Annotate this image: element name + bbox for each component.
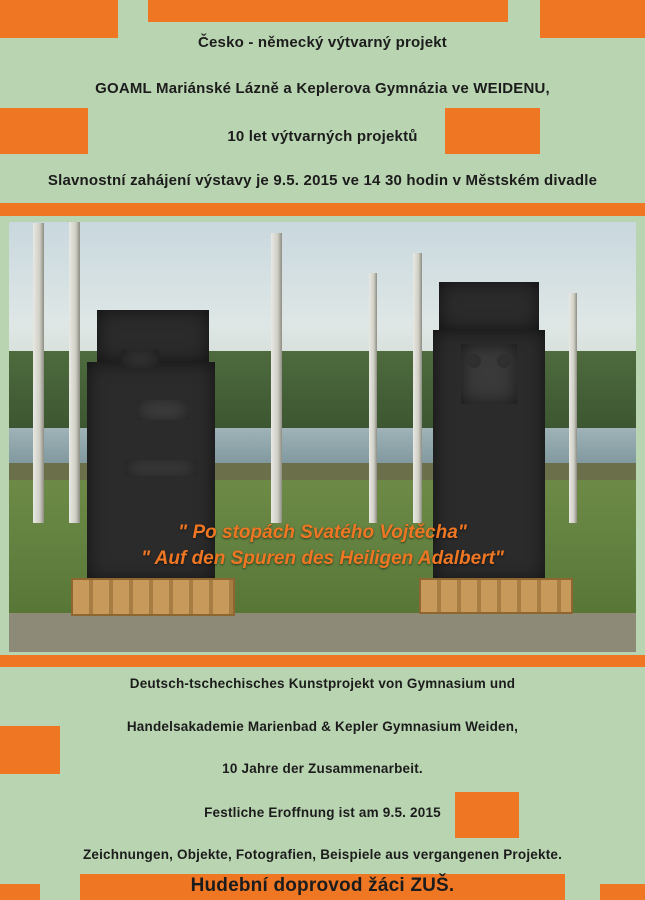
decorative-block-top-middle [148, 0, 508, 22]
decorative-block-top-right [540, 0, 645, 38]
photo-caption-german: " Auf den Spuren des Heiligen Adalbert" [141, 548, 504, 569]
sculpture-right-eye-right [497, 354, 511, 368]
czech-title-line-1: Česko - německý výtvarný projekt [197, 34, 447, 51]
divider-band-lower [0, 655, 645, 667]
german-text-line-5: Zeichnungen, Objekte, Fotografien, Beispiele aus vergangenen Projekte. [82, 847, 563, 862]
german-text-line-2: Handelsakademie Marienbad & Kepler Gymnasium Weiden, [126, 719, 519, 734]
sculpture-left-mouth [125, 460, 197, 476]
sculpture-right-head [439, 282, 539, 330]
sculpture-photo [9, 222, 636, 652]
music-accompaniment-line: Hudební doprovod žáci ZUŠ. [190, 875, 455, 896]
decorative-block-top-left [0, 0, 118, 38]
pallet-right [419, 578, 573, 614]
german-text-line-3: 10 Jahre der Zusammenarbeit. [222, 761, 423, 776]
birch-tree-icon [69, 222, 80, 523]
pallet-left [71, 578, 235, 616]
german-text-line-1: Deutsch-tschechisches Kunstprojekt von Gymnasium und [129, 676, 516, 691]
czech-title-line-2: GOAML Mariánské Lázně a Keplerova Gymnázia ve WEIDENU, [95, 80, 550, 97]
photo-caption-czech: " Po stopách Svatého Vojtěcha" [178, 522, 467, 543]
sculpture-right-face [461, 344, 517, 404]
birch-tree-icon [271, 233, 282, 523]
sculpture-left-block [121, 350, 159, 368]
sculpture-right-eye-left [467, 354, 481, 368]
photo-path [9, 613, 636, 652]
birch-tree-icon [33, 223, 44, 523]
german-text-line-4: Festliche Eroffnung ist am 9.5. 2015 [204, 805, 441, 820]
czech-title-line-3: 10 let výtvarných projektů [227, 128, 418, 145]
sculpture-left-eye [137, 400, 189, 420]
divider-band-upper [0, 203, 645, 216]
birch-tree-icon [369, 273, 377, 523]
birch-tree-icon [569, 293, 577, 523]
birch-tree-icon [413, 253, 422, 523]
czech-opening-info: Slavnostní zahájení výstavy je 9.5. 2015 ve 14 30 hodin v Městském divadle [47, 172, 598, 189]
